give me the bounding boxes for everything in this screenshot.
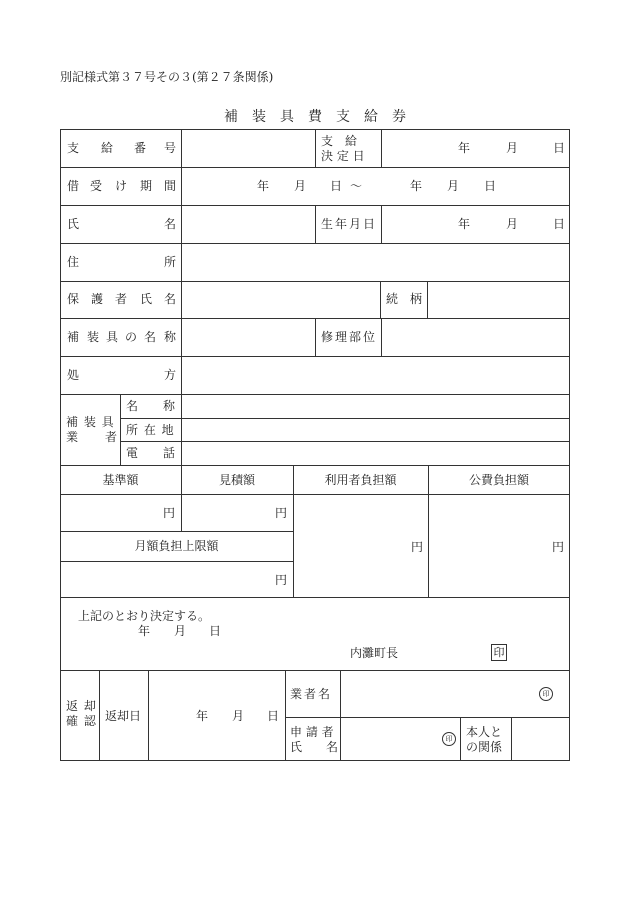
mayor-title: 内灘町長 [350,646,399,660]
label-monthly-limit: 月額負担上限額 [134,539,219,553]
label-jusho-2: 所 [164,255,177,269]
header-mitsumori: 見積額 [218,473,255,487]
yen-monthly-limit: 円 [275,573,288,587]
label-hogosha-2: 護 [91,292,104,306]
birth-day: 日 [553,217,566,231]
kettei-day: 日 [553,141,566,155]
label-hogosha-5: 名 [164,292,177,306]
label-meisho-5: 名 [144,330,157,344]
header-kouhi-futan: 公費負担額 [468,473,529,487]
kettei-year: 年 [458,141,471,155]
kikan-end-month: 月 [447,179,460,193]
kikan-start-month: 月 [294,179,307,193]
yen-riyousha-futan: 円 [411,540,424,554]
label-return-line2: 確 認 [66,714,97,728]
kettei-month: 月 [506,141,519,155]
label-jusho-1: 住 [67,255,80,269]
kikan-tilde: 〜 [350,179,363,193]
decision-year: 年 [138,624,151,638]
label-kashiuke-4: 期 [140,179,153,193]
label-relation-line1: 本人と [466,725,503,739]
label-meisho-2: 装 [87,330,100,344]
label-return-date: 返却日 [105,709,142,723]
form-title: 補装具費支給券 [224,109,420,125]
label-applicant-line1: 申 請 者 [290,725,334,739]
yen-kouhi-futan: 円 [552,540,565,554]
header-riyousha-futan: 利用者負担額 [324,473,397,487]
birth-year: 年 [458,217,471,231]
label-shozaichi: 所 在 地 [126,423,175,437]
label-denwa-2: 話 [163,446,176,460]
label-kashiuke-2: 受 [90,179,103,193]
label-gyousha-meisho-2: 称 [163,399,176,413]
vendor-seal-icon: 印 [539,687,553,701]
kikan-end-year: 年 [410,179,423,193]
label-shimei-1: 氏 [67,217,80,231]
form-reference: 別記様式第３７号その３(第２７条関係) [60,70,274,84]
label-meisho-4: の [125,330,138,344]
label-return-line1: 返 却 [66,699,97,713]
label-kettei-line1: 支 給 [321,134,358,148]
return-month: 月 [232,709,245,723]
label-shuri-bui: 修理部位 [321,330,378,344]
label-seinengappi: 生年月日 [321,217,378,231]
label-hogosha-1: 保 [67,292,80,306]
label-shikyu-4: 号 [164,141,177,155]
label-kashiuke-3: け [115,179,128,193]
label-gyousha-line1: 補 装 具 [66,415,115,429]
label-hogosha-4: 氏 [140,292,153,306]
decision-text: 上記のとおり決定する。 [78,609,211,623]
kikan-end-day: 日 [484,179,497,193]
label-shikyu-3: 番 [134,141,147,155]
label-denwa-1: 電 [126,446,139,460]
label-shimei-2: 名 [164,217,177,231]
label-meisho-3: 具 [106,330,119,344]
mayor-seal-icon: 印 [491,644,507,661]
label-vendor-name: 業者名 [290,687,333,701]
label-shohou-1: 処 [67,368,80,382]
label-meisho-6: 称 [164,330,177,344]
label-relation-line2: の関係 [466,740,503,754]
label-shikyu-1: 支 [67,141,80,155]
label-gyousha-meisho-1: 名 [126,399,139,413]
label-zokugara: 続 柄 [386,292,423,306]
label-kashiuke-5: 間 [164,179,177,193]
label-kettei-line2: 決 定 日 [321,149,365,163]
label-gyousha-line2: 業 者 [66,430,119,444]
yen-kijungaku: 円 [163,506,176,520]
kikan-start-day: 日 [330,179,343,193]
label-shikyu-2: 給 [101,141,114,155]
label-shohou-2: 方 [164,368,177,382]
applicant-seal-icon: 印 [442,732,456,746]
yen-mitsumori: 円 [275,506,288,520]
decision-month: 月 [174,624,187,638]
kikan-start-year: 年 [257,179,270,193]
label-hogosha-3: 者 [115,292,128,306]
label-kashiuke-1: 借 [67,179,80,193]
header-kijungaku: 基準額 [102,473,139,487]
label-meisho-1: 補 [67,330,80,344]
return-day: 日 [267,709,280,723]
return-year: 年 [196,709,209,723]
birth-month: 月 [506,217,519,231]
label-applicant-line2: 氏 名 [290,740,339,754]
decision-day: 日 [209,624,222,638]
